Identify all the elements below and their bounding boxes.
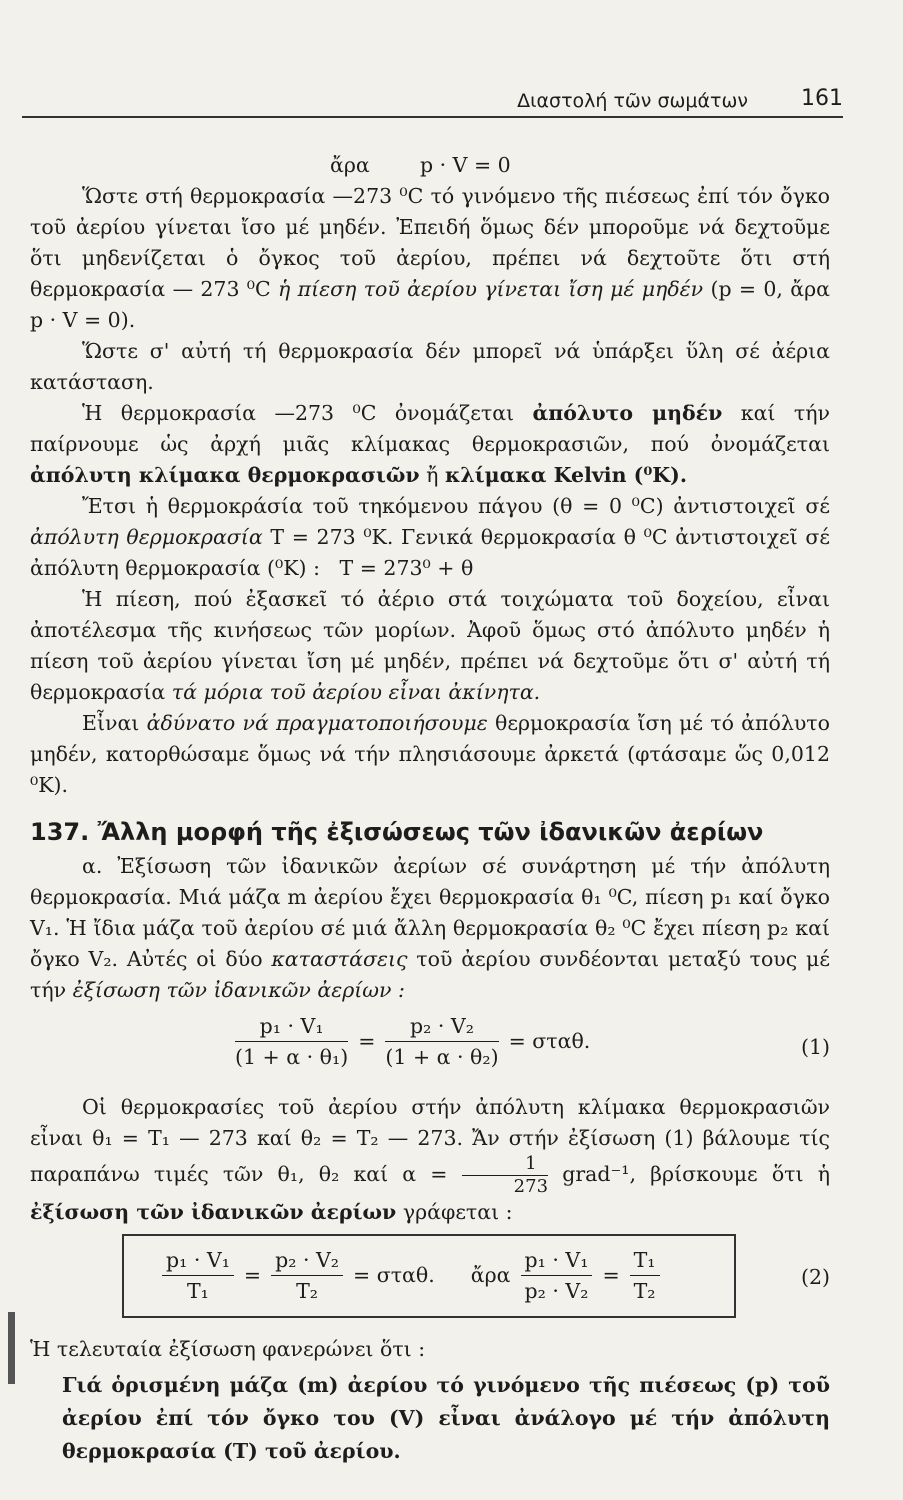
paragraph-8 [30, 1092, 830, 1228]
p3-absolute-zero: ἀπόλυτο μηδέν [532, 401, 723, 425]
eq2-frac-2 [271, 1246, 343, 1305]
page-body [30, 150, 830, 1468]
paragraph-5 [30, 584, 830, 708]
eq2-d1: T₁ [187, 1279, 209, 1303]
eq2-d3: p₂ · V₂ [524, 1279, 589, 1303]
eq2-n1: p₁ · V₁ [162, 1246, 234, 1276]
eq2-ara: ἄρα [470, 1263, 511, 1287]
eq-ara: ἄρα [330, 153, 370, 177]
p8-b: grad⁻¹, βρίσκουμε ὅτι ἡ [562, 1162, 830, 1186]
p6-italic: ἀδύνατο νά πραγματοποιήσουμε [146, 711, 488, 735]
p8-frac-num: 1 [462, 1154, 548, 1176]
p6-c: θερμοκρασία ἴση μέ τό ἀπόλυτο μηδέν, κατορθώσαμε ὅμως νά τήν πλησιάσουμε ἀρκετά (φτάσαμε ὥς 0,012 ⁰K). [30, 711, 830, 797]
page-header [22, 86, 843, 118]
eq1-den-1: (1 + α · θ₁) [235, 1045, 349, 1069]
p3-c: καί τήν παίρνουμε ὡς ἀρχή μιᾶς κλίμακας θερμοκρασιῶν, πού ὀνομάζεται [30, 401, 830, 456]
paragraph-1-text: Ὥστε στή θερμοκρασία —273 ⁰C τό γινόμενο τῆς πιέσεως ἐπί τόν ὄγκο τοῦ ἀερίου γίνεται ἴσο μέ μηδέν. Ἐπειδή ὅμως δέν μποροῦμε νά δεχτοῦμε ὅτι μηδενίζεται ὁ ὄγκος τοῦ ἀερίου, πρέπει νά δεχτοῦτε ὅτι στή θερμοκρασία — 273 ⁰C [30, 184, 830, 301]
p8-frac [462, 1154, 548, 1197]
p3-e: ἤ [426, 463, 439, 487]
eq2-d4: T₂ [633, 1279, 656, 1303]
eq2-n2: p₂ · V₂ [271, 1246, 343, 1276]
eq2-n3: p₁ · V₁ [521, 1246, 593, 1276]
conclusion-statement: Γιά ὁρισμένη μάζα (m) ἀερίου τό γινόμενο τῆς πιέσεως (p) τοῦ ἀερίου ἐπί τόν ὄγκο του (V) εἶναι ἀνάλογο μέ τήν ἀπόλυτη θερμοκρασία (T) τοῦ ἀερίου. [62, 1373, 830, 1463]
section-title: 137. Ἄλλη μορφή τῆς ἐξισώσεως τῶν ἰδανικῶν ἀερίων [30, 818, 764, 846]
eq1-const: = σταθ. [508, 1029, 591, 1053]
equation-2-expr [162, 1246, 660, 1305]
p5-a: Ἡ πίεση, πού ἐξασκεῖ τό ἀέριο στά τοιχώματα τοῦ δοχείου, εἶναι ἀποτέλεσμα τῆς κινήσεως τῶν μορίων. Ἀφοῦ ὅμως στό ἀπόλυτο μηδέν ἡ πίεση τοῦ ἀερίου γίνεται ἴση μέ μηδέν, πρέπει νά δεχτοῦμε ὅτι σ' αὐτή τή θερμοκρασία [30, 587, 830, 704]
page-number: 161 [801, 86, 843, 111]
p8-a: Οἱ θερμοκρασίες τοῦ ἀερίου στήν ἀπόλυτη κλίμακα θερμοκρασιῶν εἶναι θ₁ = T₁ — 273 καί θ₂ = T₂ — 273. Ἄν στήν ἐξίσωση (1) βάλουμε τίς παραπάνω τιμές τῶν θ₁, θ₂ καί α = [30, 1095, 830, 1186]
eq2-equals-2: = [602, 1263, 620, 1287]
equation-1 [30, 1012, 830, 1084]
eq1-equals: = [358, 1029, 376, 1053]
eq2-equals: = [243, 1263, 262, 1287]
equation-1-label: (1) [800, 1035, 830, 1059]
paragraph-1-italic: ἡ πίεση τοῦ ἀερίου γίνεται ἴση μέ μηδέν [278, 277, 704, 301]
paragraph-7 [30, 851, 830, 1006]
paragraph-6 [30, 708, 830, 801]
eq2-const: = σταθ. [353, 1263, 435, 1287]
running-head: Διαστολή τῶν σωμάτων [517, 90, 748, 112]
p7-c: τοῦ ἀερίου συνδέονται μεταξύ τους μέ τήν [30, 947, 830, 1002]
p4-a: Ἔτσι ἡ θερμοκράσία τοῦ τηκόμενου πάγου (θ = 0 ⁰C) ἀντιστοιχεῖ σέ [82, 494, 830, 518]
eq1-num-1: p₁ · V₁ [235, 1012, 348, 1042]
p8-d: γράφεται : [402, 1200, 513, 1224]
eq1-den-2: (1 + α · θ₂) [385, 1045, 499, 1069]
eq1-frac-left [235, 1012, 348, 1071]
p7-italic-2: ἐξίσωση τῶν ἰδανικῶν ἀερίων : [72, 978, 405, 1002]
paragraph-4 [30, 491, 830, 584]
p3-kelvin: κλίμακα Kelvin (⁰K). [444, 463, 687, 487]
eq2-frac-4 [630, 1246, 660, 1305]
paragraph-9: Ἡ τελευταία ἐξίσωση φανερώνει ὅτι : [30, 1337, 426, 1361]
p8-bold: ἐξίσωση τῶν ἰδανικῶν ἀερίων [30, 1200, 397, 1224]
paragraph-1-end: (p = 0, ἄρα p · V = 0). [30, 277, 830, 332]
p7-italic: καταστάσεις [271, 947, 408, 971]
p3-a: Ἡ θερμοκρασία —273 ⁰C ὀνομάζεται [82, 401, 515, 425]
eq2-frac-3 [521, 1246, 593, 1305]
p3-absolute-scale: ἀπόλυτη κλίμακα θερμοκρασιῶν [30, 463, 420, 487]
eq2-frac-1 [162, 1246, 234, 1305]
p5-italic: τά μόρια τοῦ ἀερίου εἶναι ἀκίνητα. [171, 680, 541, 704]
paragraph-1 [30, 181, 830, 336]
eq2-n4: T₁ [630, 1246, 660, 1276]
equation-2 [30, 1234, 830, 1324]
eq-pv-expr: p · V = 0 [420, 153, 511, 177]
p7-a: α. Ἐξίσωση τῶν ἰδανικῶν ἀερίων σέ συνάρτηση μέ τήν ἀπόλυτη θερμοκρασία. Μιά μάζα m ἀερίου ἔχει θερμοκρασία θ₁ ⁰C, πίεση p₁ καί ὄγκο V₁. Ἡ ἴδια μάζα τοῦ ἀερίου σέ μιά ἄλλη θερμοκρασία θ₂ ⁰C ἔχει πίεση p₂ καί ὄγκο V₂. Αὐτές οἱ δύο [30, 854, 830, 971]
eq2-d2: T₂ [296, 1279, 319, 1303]
paragraph-3 [30, 398, 830, 491]
p4-italic: ἀπόλυτη θερμοκρασία [30, 525, 263, 549]
p6-a: Εἶναι [82, 711, 140, 735]
p4-equation: T = 273⁰ + θ [339, 556, 474, 580]
equation-pv-zero [30, 150, 830, 181]
equation-2-label: (2) [800, 1265, 830, 1289]
eq1-frac-right [385, 1012, 498, 1071]
eq1-num-2: p₂ · V₂ [385, 1012, 498, 1042]
equation-2-box [122, 1234, 736, 1318]
paragraph-2: Ὥστε σ' αὐτή τή θερμοκρασία δέν μπορεῖ νά ὑπάρξει ὕλη σέ ἀέρια κατάσταση. [30, 339, 830, 394]
p8-frac-den: 273 [513, 1176, 549, 1197]
margin-mark [8, 1312, 15, 1384]
p4-c: T = 273 ⁰K. Γενικά θερμοκρασία θ ⁰C ἀντιστοιχεῖ σέ ἀπόλυτη θερμοκρασία (⁰K) : [30, 525, 830, 580]
equation-1-expr [235, 1012, 600, 1071]
